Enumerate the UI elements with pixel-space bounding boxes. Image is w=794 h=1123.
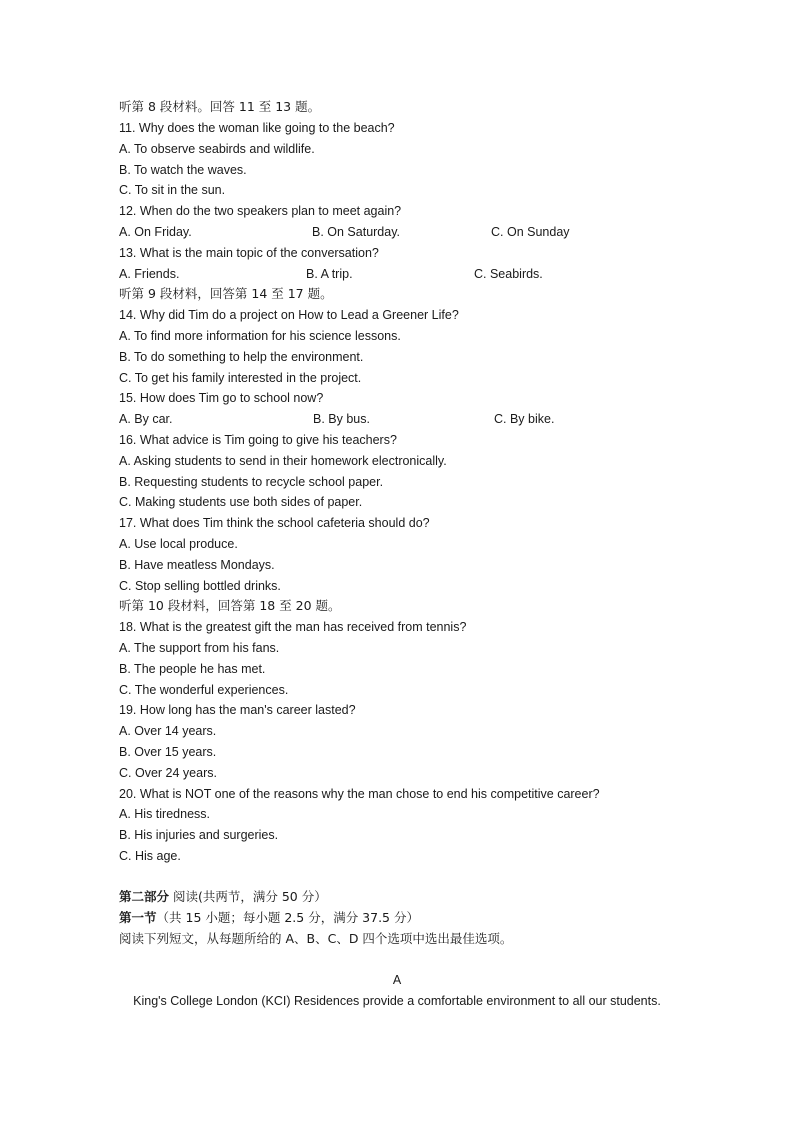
option-13-c: C. Seabirds.: [474, 267, 543, 281]
question-15: 15. How does Tim go to school now?: [119, 391, 324, 405]
option-17-c: C. Stop selling bottled drinks.: [119, 579, 281, 593]
option-16-c: C. Making students use both sides of paper.: [119, 495, 363, 509]
part-2-title: [119, 889, 327, 905]
option-19-c: C. Over 24 years.: [119, 766, 217, 780]
question-11: 11. Why does the woman like going to the beach?: [119, 121, 395, 135]
option-19-a: A. Over 14 years.: [119, 724, 217, 738]
options-12: [119, 224, 679, 240]
option-14-b: B. To do something to help the environment.: [119, 350, 364, 364]
passage-letter: A: [392, 973, 402, 987]
question-14: 14. Why did Tim do a project on How to Lead a Greener Life?: [119, 308, 459, 322]
option-11-c: C. To sit in the sun.: [119, 183, 226, 197]
reading-instruction: 阅读下列短文，从每题所给的 A、B、C、D 四个选项中选出最佳选项。: [119, 931, 513, 946]
option-12-a: A. On Friday.: [119, 225, 192, 239]
section-9-header: 听第 9 段材料，回答第 14 至 17 题。: [119, 286, 333, 301]
option-16-a: A. Asking students to send in their homework electronically.: [119, 454, 447, 468]
option-20-a: A. His tiredness.: [119, 807, 211, 821]
option-17-a: A. Use local produce.: [119, 537, 238, 551]
part-2-title-rest: 阅读(共两节，满分 50 分）: [169, 889, 327, 904]
option-13-a: A. Friends.: [119, 267, 180, 281]
option-15-b: B. By bus.: [313, 412, 370, 426]
option-20-b: B. His injuries and surgeries.: [119, 828, 279, 842]
option-13-b: B. A trip.: [306, 267, 353, 281]
option-14-c: C. To get his family interested in the project.: [119, 371, 362, 385]
option-18-b: B. The people he has met.: [119, 662, 266, 676]
question-12: 12. When do the two speakers plan to meet again?: [119, 204, 402, 218]
option-15-a: A. By car.: [119, 412, 173, 426]
option-14-a: A. To find more information for his science lessons.: [119, 329, 401, 343]
question-19: 19. How long has the man's career lasted?: [119, 703, 356, 717]
question-20: 20. What is NOT one of the reasons why the man chose to end his competitive career?: [119, 787, 600, 801]
question-18: 18. What is the greatest gift the man has received from tennis?: [119, 620, 467, 634]
option-11-a: A. To observe seabirds and wildlife.: [119, 142, 315, 156]
option-18-c: C. The wonderful experiences.: [119, 683, 289, 697]
passage-first-line: King's College London (KCI) Residences provide a comfortable environment to all our students.: [133, 994, 661, 1008]
options-13: [119, 266, 679, 282]
question-17: 17. What does Tim think the school cafeteria should do?: [119, 516, 430, 530]
section-10-header: 听第 10 段材料，回答第 18 至 20 题。: [119, 598, 341, 613]
option-17-b: B. Have meatless Mondays.: [119, 558, 275, 572]
option-16-b: B. Requesting students to recycle school paper.: [119, 475, 384, 489]
question-16: 16. What advice is Tim going to give his teachers?: [119, 433, 397, 447]
option-11-b: B. To watch the waves.: [119, 163, 247, 177]
section-1-title-rest: （共 15 小题；每小题 2.5 分，满分 37.5 分）: [156, 910, 419, 925]
option-12-c: C. On Sunday: [491, 225, 570, 239]
question-13: 13. What is the main topic of the conversation?: [119, 246, 379, 260]
option-15-c: C. By bike.: [494, 412, 555, 426]
option-20-c: C. His age.: [119, 849, 181, 863]
part-2-section-1-title: [119, 910, 419, 926]
part-2-title-bold: 第二部分: [119, 889, 170, 904]
option-12-b: B. On Saturday.: [312, 225, 401, 239]
options-15: [119, 411, 679, 427]
option-18-a: A. The support from his fans.: [119, 641, 280, 655]
section-1-title-bold: 第一节: [119, 910, 157, 925]
option-19-b: B. Over 15 years.: [119, 745, 217, 759]
section-8-header: 听第 8 段材料。回答 11 至 13 题。: [119, 99, 321, 114]
